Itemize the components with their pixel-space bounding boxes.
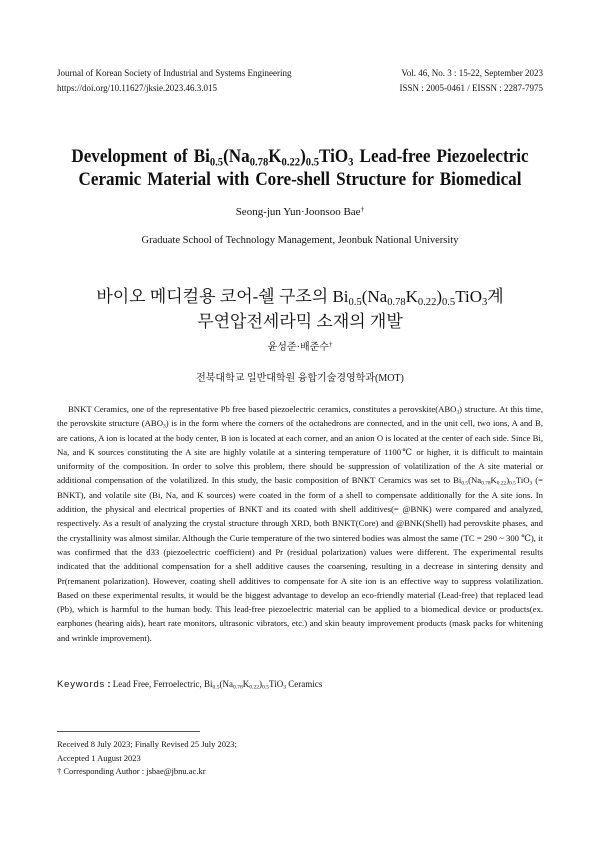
formula-bi-subscript: 0.5 xyxy=(212,684,220,691)
authors-ko-names: 윤성준·배준수 xyxy=(267,342,329,353)
formula-na-subscript: 0.78 xyxy=(233,684,243,691)
formula-bi: Bi xyxy=(204,679,213,689)
formula-bi: Bi xyxy=(193,146,210,167)
formula-k: K xyxy=(242,679,250,689)
title-ko-formula xyxy=(332,287,487,306)
abstract-text: BNKT Ceramics, one of the representative Pb free based piezoelectric ceramics, constitutes a perovskite(ABO xyxy=(68,404,457,414)
keywords-items-end: Ceramics xyxy=(288,679,323,689)
issn-info: ISSN : 2005-0461 / EISSN : 2287-7975 xyxy=(399,83,543,93)
keywords-formula xyxy=(204,679,286,689)
footnote-corresponding xyxy=(57,765,237,779)
journal-header-right xyxy=(399,66,543,96)
formula-na-subscript: 0.78 xyxy=(249,155,269,169)
title-ko-prefix: 바이오 메디컬용 코어-쉘 구조의 xyxy=(96,287,329,306)
formula-tio: TiO xyxy=(269,679,284,689)
corresponding-dagger: † xyxy=(328,341,333,349)
formula-na-subscript: 0.78 xyxy=(387,296,406,308)
abstract-text: (= BNKT), and volatile site (Bi, Na, and K sources) were coated in the form of a shell to compensate additionally for the A site ions. In addition, the physical and electrical properties of BNKT and its coated with shell additives(= @BNK) were compared and analyzed, respectively. As a result of analyzing the crystal structure through XRD, both BNKT(Core) and @BNK(Shell) had perovskite phases, and the crystallinity was almost similar. Although the Curie temperature of the two sintered bodies was almost the same (TC = 290 ~ 300 ℃), it was confirmed that the d33 (piezoelectric coefficient) and Pr (residual polarization) values were different. The experimental results indicated that the additional compensation for a shell additive causes the coarsening, resulting in a decrease in sintering density and Pr(remanent polarization). However, coating shell additives to compensate for A site ion is an effective way to suppress volatilization. Based on these experimental results, it would be the biggest advantage to develop an eco-friendly material (Lead-free) that replaced lead (Pb), which is harmful to the human body. This lead-free piezoelectric material can be applied to a biomedical device or products(ex. earphones (hearing aids), heart rate monitors, ultrasonic vibrators, etc.) and skin beauty improvement products (mask packs for whitening and wrinkle improvement). xyxy=(57,475,544,643)
formula-close-paren: ) xyxy=(436,287,443,306)
formula-bi: Bi xyxy=(453,475,462,486)
formula-close-paren-subscript: 0.5 xyxy=(442,296,456,308)
formula-na-subscript: 0.78 xyxy=(481,480,491,487)
authors-en-names: Seong-jun Yun·Joonsoo Bae xyxy=(235,206,361,218)
footnote-dagger: † xyxy=(57,766,62,776)
formula-na: (Na xyxy=(219,679,233,689)
formula-na: (Na xyxy=(361,287,388,306)
formula-close-paren: ) xyxy=(300,146,306,167)
abstract-subscript: 3 xyxy=(456,409,460,416)
formula-tio-subscript: 3 xyxy=(481,296,488,308)
formula-bi-subscript: 0.5 xyxy=(348,296,362,308)
affiliation-en: Graduate School of Technology Management, Jeonbuk National University xyxy=(141,235,459,246)
formula-bi-subscript: 0.5 xyxy=(209,155,224,169)
abstract-formula xyxy=(453,475,532,485)
formula-k-subscript: 0.22 xyxy=(417,296,437,308)
authors-ko xyxy=(0,341,600,355)
abstract-text: ) structure. At this time, the perovskite structure (ABO xyxy=(57,404,543,429)
formula-close-paren-subscript: 0.5 xyxy=(509,480,516,487)
title-ko-line2: 무연압전세라믹 소재의 개발 xyxy=(197,312,403,331)
abstract-subscript: 3 xyxy=(163,423,166,430)
formula-tio-subscript: 3 xyxy=(529,480,533,487)
formula-bi-subscript: 0.5 xyxy=(461,480,469,487)
volume-info: Vol. 46, No. 3 : 15-22, September 2023 xyxy=(401,68,543,78)
formula-bi: Bi xyxy=(332,287,349,306)
journal-header-left xyxy=(57,66,291,96)
formula-na: (Na xyxy=(468,475,482,486)
affiliation-ko: 전북대학교 일반대학원 융합기술경영학과(MOT) xyxy=(196,373,404,384)
abstract-text: ) is in the form where the corners of the octahedrons are connected, and in the unit cell, two ions, A and B, are cations, A ion is located at the body center, B ion is located at each corner, and an anion O is located at the center of each side. Since Bi, Na, and K sources constituting the A site are highly volatile at a sintering temperature of 1100℃ or higher, it is difficult to maintain uniformity of the composition. In order to solve this problem, there should be suppression of volatilization of the A site material or additional compensation of the volatilized. In this study, the basic composition of BNKT Ceramics was set to xyxy=(57,418,543,486)
formula-tio: TiO xyxy=(455,287,482,306)
formula-tio: TiO xyxy=(515,475,530,486)
journal-name: Journal of Korean Society of Industrial and Systems Engineering xyxy=(57,68,292,78)
footnote-corresponding-label: Corresponding Author : xyxy=(63,766,145,776)
title-en-formula xyxy=(194,146,354,167)
formula-tio-subscript: 3 xyxy=(283,684,286,691)
corresponding-dagger: † xyxy=(360,204,365,214)
title-ko xyxy=(0,284,600,334)
footnote-rule xyxy=(57,731,200,732)
formula-k: K xyxy=(268,146,282,167)
corresponding-email[interactable]: jsbae@jbnu.ac.kr xyxy=(146,766,206,776)
formula-tio: TiO xyxy=(319,146,349,167)
doi-link[interactable]: https://doi.org/10.11627/jksie.2023.46.3.015 xyxy=(57,83,218,93)
title-en-suffix: Lead-free Piezoelectric xyxy=(359,146,529,167)
formula-k-subscript: 0.22 xyxy=(281,155,301,169)
keywords-items: Lead Free, Ferroelectric, xyxy=(112,679,202,689)
title-ko-suffix: 계 xyxy=(487,287,504,306)
formula-na: (Na xyxy=(223,146,250,167)
formula-close-paren-subscript: 0.5 xyxy=(262,684,270,691)
footnote-accepted: Accepted 1 August 2023 xyxy=(57,752,141,763)
footnotes xyxy=(57,738,237,779)
keywords-label: Keywords xyxy=(57,679,106,690)
formula-k-subscript: 0.22 xyxy=(249,684,260,691)
title-en-prefix: Development of xyxy=(71,146,188,167)
authors-en xyxy=(0,205,600,219)
abstract xyxy=(57,402,543,645)
title-en xyxy=(30,145,570,191)
formula-k-subscript: 0.22 xyxy=(496,480,507,487)
keywords xyxy=(57,677,322,692)
keywords-separator: : xyxy=(107,679,111,690)
formula-close-paren-subscript: 0.5 xyxy=(305,155,320,169)
formula-close-paren: ) xyxy=(506,475,510,486)
footnote-received: Received 8 July 2023; Finally Revised 25 July 2023; xyxy=(57,739,237,749)
formula-tio-subscript: 3 xyxy=(348,155,354,169)
formula-k: K xyxy=(405,287,418,306)
formula-close-paren: ) xyxy=(259,679,263,689)
title-en-line2: Ceramic Material with Core-shell Structure for Biomedical xyxy=(78,169,522,190)
formula-k: K xyxy=(490,475,497,486)
